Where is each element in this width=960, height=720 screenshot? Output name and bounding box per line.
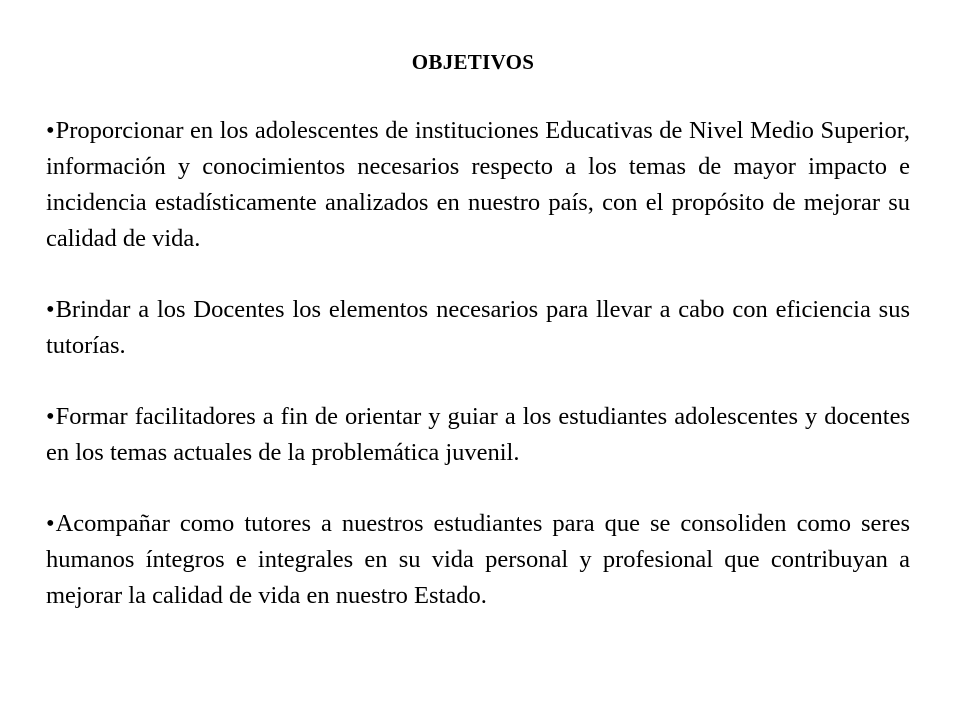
objective-item (46, 399, 910, 471)
objective-text: Brindar a los Docentes los elementos necesarios para llevar a cabo con eficiencia sus tutorías. (46, 296, 910, 359)
objective-text: Acompañar como tutores a nuestros estudiantes para que se consoliden como seres humanos íntegros e integrales en su vida personal y profesional que contribuyan a mejorar la calidad de vida en nuestro Estado. (46, 510, 910, 609)
objective-text: Formar facilitadores a fin de orientar y guiar a los estudiantes adolescentes y docentes en los temas actuales de la problemática juvenil. (46, 403, 910, 466)
bullet-icon: • (46, 117, 55, 144)
bullet-icon: • (46, 403, 55, 430)
objectives-list (46, 113, 910, 614)
objective-item (46, 292, 910, 364)
bullet-icon: • (46, 510, 55, 537)
objective-item (46, 506, 910, 614)
slide-title: OBJETIVOS (411, 50, 535, 74)
objective-text: Proporcionar en los adolescentes de instituciones Educativas de Nivel Medio Superior, información y conocimientos necesarios respecto a los temas de mayor impacto e incidencia estadísticamente analizados en nuestro país, con el propósito de mejorar su calidad de vida. (46, 117, 910, 252)
bullet-icon: • (46, 296, 55, 323)
objective-item (46, 113, 910, 257)
